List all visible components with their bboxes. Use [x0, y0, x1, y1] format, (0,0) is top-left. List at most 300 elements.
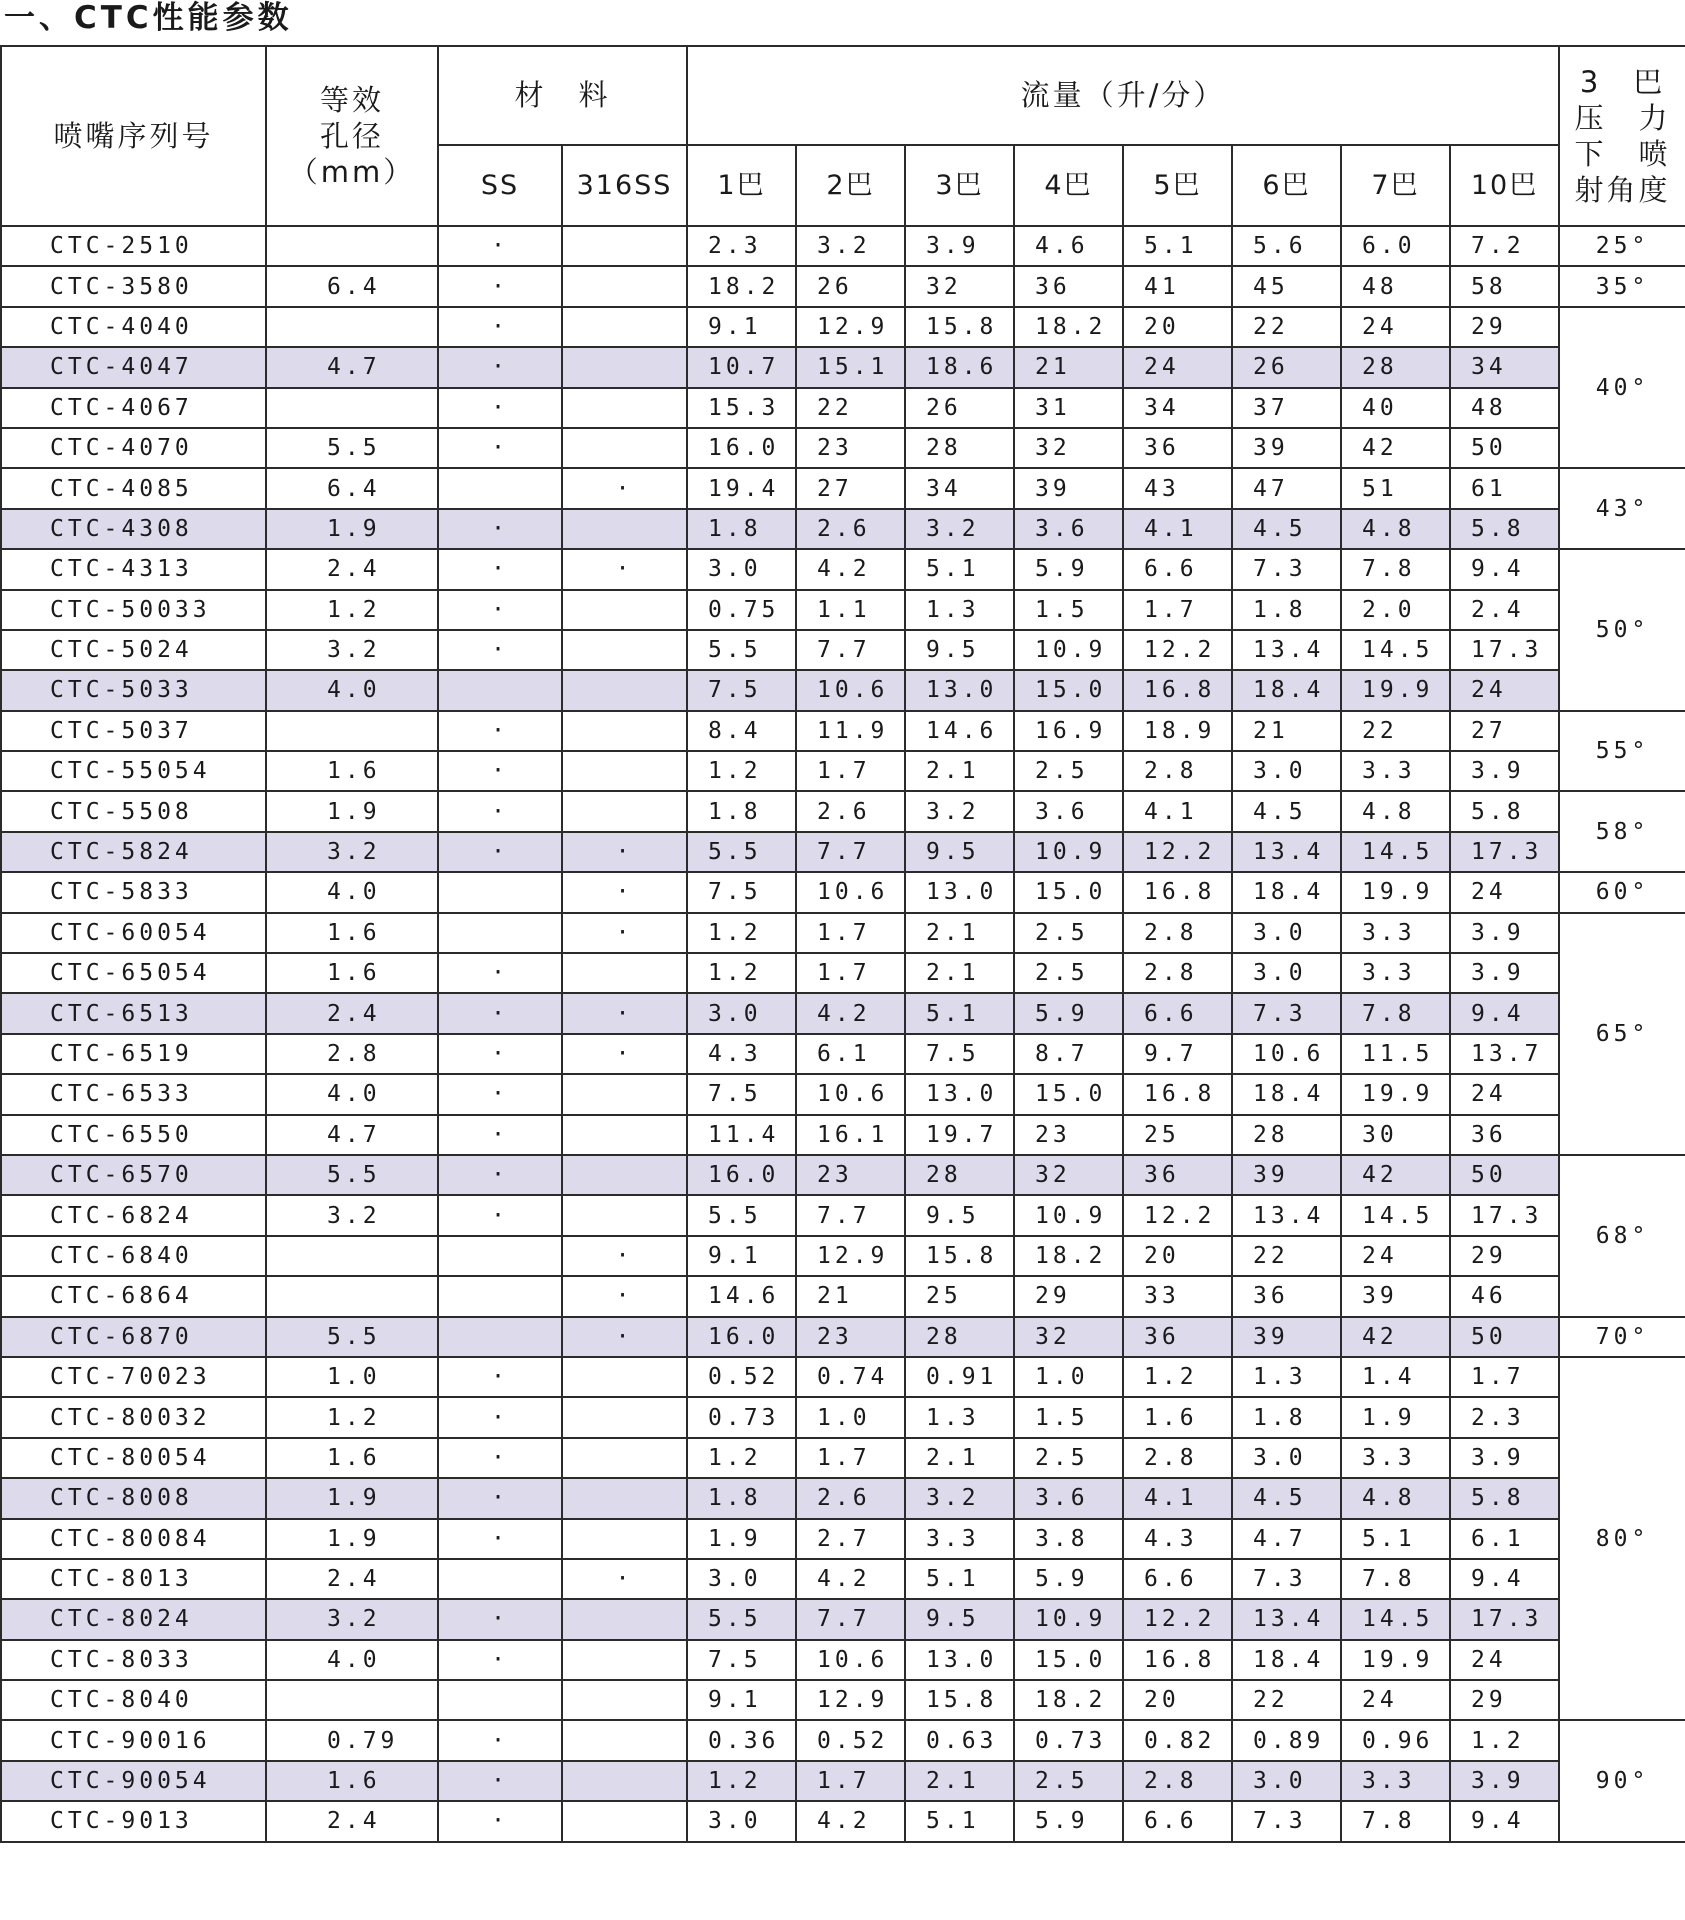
flow-cell: 12.2 [1123, 1599, 1232, 1639]
flow-cell: 36 [1232, 1276, 1341, 1316]
header-pressure-1: 1巴 [687, 145, 796, 226]
orifice-cell: 3.2 [266, 832, 438, 872]
flow-cell: 1.3 [905, 1397, 1014, 1437]
flow-cell: 20 [1123, 1236, 1232, 1276]
flow-cell: 1.2 [687, 1761, 796, 1801]
model-cell: CTC-90054 [1, 1761, 266, 1801]
flow-cell: 5.9 [1014, 993, 1123, 1033]
model-cell: CTC-4085 [1, 468, 266, 508]
flow-cell: 7.8 [1341, 993, 1450, 1033]
flow-cell: 6.1 [1450, 1519, 1559, 1559]
flow-cell: 15.0 [1014, 1640, 1123, 1680]
flow-cell: 5.1 [905, 993, 1014, 1033]
material-316ss-cell [562, 347, 687, 387]
material-316ss-cell [562, 1720, 687, 1760]
flow-cell: 1.6 [1123, 1397, 1232, 1437]
flow-cell: 15.0 [1014, 872, 1123, 912]
flow-cell: 11.4 [687, 1115, 796, 1155]
model-cell: CTC-9013 [1, 1801, 266, 1841]
header-pressure-5: 5巴 [1123, 145, 1232, 226]
material-ss-cell [438, 872, 562, 912]
flow-cell: 12.2 [1123, 832, 1232, 872]
flow-cell: 2.5 [1014, 913, 1123, 953]
flow-cell: 1.3 [1232, 1357, 1341, 1397]
material-ss-cell [438, 1276, 562, 1316]
material-ss-cell: · [438, 1397, 562, 1437]
flow-cell: 9.4 [1450, 993, 1559, 1033]
flow-cell: 15.8 [905, 1236, 1014, 1276]
orifice-cell: 4.0 [266, 1074, 438, 1114]
model-cell: CTC-6550 [1, 1115, 266, 1155]
material-ss-cell: · [438, 953, 562, 993]
material-ss-cell: · [438, 1357, 562, 1397]
table-row [1, 1155, 1685, 1195]
flow-cell: 34 [1450, 347, 1559, 387]
flow-cell: 4.1 [1123, 791, 1232, 831]
material-ss-cell [438, 1317, 562, 1357]
flow-cell: 3.2 [905, 791, 1014, 831]
flow-cell: 3.0 [1232, 751, 1341, 791]
flow-cell: 10.6 [796, 1640, 905, 1680]
table-row [1, 953, 1685, 993]
material-ss-cell: · [438, 428, 562, 468]
flow-cell: 3.0 [1232, 1438, 1341, 1478]
material-316ss-cell [562, 1155, 687, 1195]
orifice-cell: 1.9 [266, 1478, 438, 1518]
material-ss-cell: · [438, 347, 562, 387]
flow-cell: 10.6 [796, 1074, 905, 1114]
flow-cell: 1.7 [796, 953, 905, 993]
flow-cell: 2.1 [905, 953, 1014, 993]
flow-cell: 7.7 [796, 1195, 905, 1235]
orifice-cell [266, 226, 438, 266]
flow-cell: 16.1 [796, 1115, 905, 1155]
flow-cell: 6.0 [1341, 226, 1450, 266]
material-ss-cell: · [438, 791, 562, 831]
header-model: 喷嘴序列号 [1, 46, 266, 226]
material-ss-cell: · [438, 711, 562, 751]
flow-cell: 4.1 [1123, 1478, 1232, 1518]
flow-cell: 5.6 [1232, 226, 1341, 266]
flow-cell: 39 [1014, 468, 1123, 508]
flow-cell: 22 [796, 388, 905, 428]
flow-cell: 3.6 [1014, 509, 1123, 549]
flow-cell: 28 [905, 1317, 1014, 1357]
material-ss-cell: · [438, 993, 562, 1033]
flow-cell: 9.7 [1123, 1034, 1232, 1074]
flow-cell: 39 [1232, 1317, 1341, 1357]
material-ss-cell: · [438, 1438, 562, 1478]
flow-cell: 0.82 [1123, 1720, 1232, 1760]
material-316ss-cell [562, 1599, 687, 1639]
flow-cell: 48 [1450, 388, 1559, 428]
flow-cell: 7.8 [1341, 1559, 1450, 1599]
flow-cell: 26 [1232, 347, 1341, 387]
flow-cell: 32 [1014, 428, 1123, 468]
table-body [1, 226, 1685, 1842]
flow-cell: 16.0 [687, 428, 796, 468]
material-ss-cell: · [438, 1195, 562, 1235]
table-row [1, 347, 1685, 387]
flow-cell: 10.6 [1232, 1034, 1341, 1074]
material-ss-cell: · [438, 1155, 562, 1195]
material-316ss-cell: · [562, 872, 687, 912]
flow-cell: 28 [905, 1155, 1014, 1195]
flow-cell: 4.8 [1341, 509, 1450, 549]
flow-cell: 3.0 [687, 1559, 796, 1599]
flow-cell: 20 [1123, 1680, 1232, 1720]
flow-cell: 5.5 [687, 630, 796, 670]
model-cell: CTC-70023 [1, 1357, 266, 1397]
flow-cell: 12.2 [1123, 630, 1232, 670]
material-316ss-cell: · [562, 1034, 687, 1074]
flow-cell: 21 [796, 1276, 905, 1316]
flow-cell: 10.7 [687, 347, 796, 387]
material-316ss-cell [562, 1478, 687, 1518]
flow-cell: 7.8 [1341, 549, 1450, 589]
material-ss-cell: · [438, 751, 562, 791]
orifice-cell [266, 388, 438, 428]
flow-cell: 48 [1341, 266, 1450, 306]
material-ss-cell: · [438, 832, 562, 872]
flow-cell: 0.74 [796, 1357, 905, 1397]
material-316ss-cell [562, 1519, 687, 1559]
material-ss-cell: · [438, 1074, 562, 1114]
flow-cell: 3.0 [1232, 1761, 1341, 1801]
header-pressure-4: 4巴 [1014, 145, 1123, 226]
angle-cell: 43° [1559, 468, 1685, 549]
orifice-cell: 4.0 [266, 872, 438, 912]
flow-cell: 10.9 [1014, 630, 1123, 670]
flow-cell: 9.4 [1450, 1559, 1559, 1599]
model-cell: CTC-65054 [1, 953, 266, 993]
model-cell: CTC-8033 [1, 1640, 266, 1680]
flow-cell: 34 [905, 468, 1014, 508]
table-row [1, 1397, 1685, 1437]
flow-cell: 17.3 [1450, 630, 1559, 670]
flow-cell: 5.5 [687, 1195, 796, 1235]
flow-cell: 28 [905, 428, 1014, 468]
orifice-cell: 2.4 [266, 549, 438, 589]
flow-cell: 9.5 [905, 630, 1014, 670]
orifice-cell: 1.6 [266, 751, 438, 791]
flow-cell: 1.7 [796, 913, 905, 953]
table-row [1, 1478, 1685, 1518]
orifice-cell: 4.7 [266, 1115, 438, 1155]
flow-cell: 13.0 [905, 670, 1014, 710]
flow-cell: 22 [1341, 711, 1450, 751]
flow-cell: 2.7 [796, 1519, 905, 1559]
flow-cell: 1.8 [687, 1478, 796, 1518]
flow-cell: 2.1 [905, 1438, 1014, 1478]
flow-cell: 4.2 [796, 549, 905, 589]
flow-cell: 3.9 [1450, 1761, 1559, 1801]
orifice-cell: 2.4 [266, 993, 438, 1033]
flow-cell: 11.5 [1341, 1034, 1450, 1074]
orifice-cell: 0.79 [266, 1720, 438, 1760]
material-316ss-cell [562, 428, 687, 468]
flow-cell: 37 [1232, 388, 1341, 428]
angle-cell: 68° [1559, 1155, 1685, 1317]
model-cell: CTC-6519 [1, 1034, 266, 1074]
flow-cell: 24 [1341, 307, 1450, 347]
flow-cell: 18.2 [687, 266, 796, 306]
model-cell: CTC-2510 [1, 226, 266, 266]
material-ss-cell: · [438, 509, 562, 549]
flow-cell: 5.9 [1014, 1801, 1123, 1841]
flow-cell: 5.5 [687, 832, 796, 872]
flow-cell: 7.3 [1232, 1559, 1341, 1599]
flow-cell: 1.7 [1450, 1357, 1559, 1397]
header-pressure-3: 3巴 [905, 145, 1014, 226]
table-row [1, 266, 1685, 306]
table-row [1, 1559, 1685, 1599]
flow-cell: 19.9 [1341, 1640, 1450, 1680]
flow-cell: 1.0 [1014, 1357, 1123, 1397]
flow-cell: 26 [905, 388, 1014, 428]
flow-cell: 4.2 [796, 1559, 905, 1599]
flow-cell: 1.2 [687, 751, 796, 791]
flow-cell: 10.9 [1014, 1599, 1123, 1639]
flow-cell: 7.5 [687, 670, 796, 710]
flow-cell: 3.0 [687, 549, 796, 589]
flow-cell: 12.9 [796, 307, 905, 347]
flow-cell: 1.8 [1232, 1397, 1341, 1437]
header-pressure-10: 10巴 [1450, 145, 1559, 226]
flow-cell: 7.5 [687, 872, 796, 912]
table-row [1, 1317, 1685, 1357]
model-cell: CTC-6840 [1, 1236, 266, 1276]
orifice-cell: 2.8 [266, 1034, 438, 1074]
material-316ss-cell [562, 266, 687, 306]
orifice-cell: 1.6 [266, 1438, 438, 1478]
orifice-cell: 4.0 [266, 1640, 438, 1680]
flow-cell: 5.8 [1450, 509, 1559, 549]
flow-cell: 3.6 [1014, 791, 1123, 831]
orifice-cell: 6.4 [266, 266, 438, 306]
flow-cell: 13.4 [1232, 1195, 1341, 1235]
model-cell: CTC-80032 [1, 1397, 266, 1437]
material-316ss-cell [562, 307, 687, 347]
table-row [1, 1720, 1685, 1760]
flow-cell: 1.7 [796, 1438, 905, 1478]
material-ss-cell: · [438, 266, 562, 306]
flow-cell: 23 [796, 1317, 905, 1357]
table-row [1, 307, 1685, 347]
flow-cell: 4.6 [1014, 226, 1123, 266]
model-cell: CTC-4040 [1, 307, 266, 347]
header-flow: 流量（升/分） [687, 46, 1559, 145]
angle-cell: 80° [1559, 1357, 1685, 1721]
flow-cell: 1.9 [1341, 1397, 1450, 1437]
flow-cell: 8.7 [1014, 1034, 1123, 1074]
material-316ss-cell: · [562, 832, 687, 872]
flow-cell: 15.0 [1014, 1074, 1123, 1114]
flow-cell: 10.9 [1014, 832, 1123, 872]
flow-cell: 2.0 [1341, 590, 1450, 630]
flow-cell: 3.9 [1450, 913, 1559, 953]
flow-cell: 0.36 [687, 1720, 796, 1760]
orifice-cell: 1.0 [266, 1357, 438, 1397]
flow-cell: 2.6 [796, 791, 905, 831]
flow-cell: 14.5 [1341, 630, 1450, 670]
flow-cell: 18.4 [1232, 1074, 1341, 1114]
model-cell: CTC-5024 [1, 630, 266, 670]
flow-cell: 17.3 [1450, 1195, 1559, 1235]
flow-cell: 1.7 [796, 1761, 905, 1801]
orifice-cell [266, 307, 438, 347]
flow-cell: 0.96 [1341, 1720, 1450, 1760]
flow-cell: 6.6 [1123, 549, 1232, 589]
header-angle: 3 巴 压 力 下 喷 射角度 [1559, 46, 1685, 226]
model-cell: CTC-80054 [1, 1438, 266, 1478]
flow-cell: 10.6 [796, 872, 905, 912]
orifice-cell: 1.2 [266, 1397, 438, 1437]
flow-cell: 46 [1450, 1276, 1559, 1316]
material-316ss-cell [562, 590, 687, 630]
table-row [1, 1519, 1685, 1559]
table-row [1, 751, 1685, 791]
table-row [1, 832, 1685, 872]
model-cell: CTC-5037 [1, 711, 266, 751]
flow-cell: 36 [1123, 1155, 1232, 1195]
flow-cell: 1.0 [796, 1397, 905, 1437]
orifice-cell [266, 711, 438, 751]
flow-cell: 5.1 [1341, 1519, 1450, 1559]
model-cell: CTC-5833 [1, 872, 266, 912]
page-title: 一、CTC性能参数 [4, 0, 293, 36]
material-316ss-cell: · [562, 1559, 687, 1599]
flow-cell: 0.52 [796, 1720, 905, 1760]
table-row [1, 468, 1685, 508]
flow-cell: 1.8 [687, 509, 796, 549]
material-ss-cell: · [438, 630, 562, 670]
model-cell: CTC-4047 [1, 347, 266, 387]
flow-cell: 1.2 [687, 913, 796, 953]
flow-cell: 42 [1341, 428, 1450, 468]
flow-cell: 51 [1341, 468, 1450, 508]
flow-cell: 2.8 [1123, 913, 1232, 953]
flow-cell: 0.52 [687, 1357, 796, 1397]
flow-cell: 1.9 [687, 1519, 796, 1559]
model-cell: CTC-4313 [1, 549, 266, 589]
orifice-cell: 2.4 [266, 1559, 438, 1599]
flow-cell: 23 [796, 1155, 905, 1195]
flow-cell: 3.9 [905, 226, 1014, 266]
flow-cell: 26 [796, 266, 905, 306]
flow-cell: 22 [1232, 1680, 1341, 1720]
flow-cell: 19.7 [905, 1115, 1014, 1155]
flow-cell: 3.0 [687, 1801, 796, 1841]
flow-cell: 36 [1014, 266, 1123, 306]
model-cell: CTC-90016 [1, 1720, 266, 1760]
header-material: 材 料 [438, 46, 687, 145]
flow-cell: 24 [1450, 872, 1559, 912]
material-ss-cell: · [438, 1720, 562, 1760]
flow-cell: 1.1 [796, 590, 905, 630]
material-316ss-cell [562, 1195, 687, 1235]
model-cell: CTC-8024 [1, 1599, 266, 1639]
material-316ss-cell: · [562, 549, 687, 589]
flow-cell: 50 [1450, 1155, 1559, 1195]
flow-cell: 0.63 [905, 1720, 1014, 1760]
material-316ss-cell: · [562, 468, 687, 508]
flow-cell: 2.6 [796, 509, 905, 549]
flow-cell: 3.9 [1450, 1438, 1559, 1478]
flow-cell: 31 [1014, 388, 1123, 428]
flow-cell: 2.8 [1123, 953, 1232, 993]
table-row [1, 791, 1685, 831]
flow-cell: 13.4 [1232, 1599, 1341, 1639]
flow-cell: 5.1 [905, 1559, 1014, 1599]
flow-cell: 9.4 [1450, 549, 1559, 589]
table-row [1, 1599, 1685, 1639]
orifice-cell: 1.9 [266, 509, 438, 549]
material-ss-cell: · [438, 1034, 562, 1074]
flow-cell: 3.9 [1450, 953, 1559, 993]
flow-cell: 1.8 [1232, 590, 1341, 630]
flow-cell: 9.5 [905, 832, 1014, 872]
model-cell: CTC-6533 [1, 1074, 266, 1114]
flow-cell: 27 [1450, 711, 1559, 751]
material-316ss-cell [562, 1801, 687, 1841]
flow-cell: 16.8 [1123, 872, 1232, 912]
flow-cell: 41 [1123, 266, 1232, 306]
orifice-cell: 5.5 [266, 1317, 438, 1357]
material-ss-cell: · [438, 549, 562, 589]
flow-cell: 3.3 [1341, 953, 1450, 993]
flow-cell: 0.89 [1232, 1720, 1341, 1760]
flow-cell: 7.3 [1232, 549, 1341, 589]
flow-cell: 1.5 [1014, 590, 1123, 630]
material-316ss-cell: · [562, 993, 687, 1033]
angle-cell: 58° [1559, 791, 1685, 872]
flow-cell: 50 [1450, 428, 1559, 468]
flow-cell: 9.5 [905, 1195, 1014, 1235]
orifice-cell: 4.0 [266, 670, 438, 710]
flow-cell: 6.6 [1123, 1801, 1232, 1841]
table-row [1, 711, 1685, 751]
flow-cell: 7.3 [1232, 1801, 1341, 1841]
flow-cell: 2.3 [687, 226, 796, 266]
flow-cell: 9.1 [687, 307, 796, 347]
flow-cell: 3.2 [905, 1478, 1014, 1518]
flow-cell: 2.5 [1014, 953, 1123, 993]
flow-cell: 2.5 [1014, 1761, 1123, 1801]
orifice-cell: 6.4 [266, 468, 438, 508]
model-cell: CTC-60054 [1, 913, 266, 953]
flow-cell: 61 [1450, 468, 1559, 508]
flow-cell: 24 [1450, 1640, 1559, 1680]
flow-cell: 5.1 [905, 549, 1014, 589]
flow-cell: 0.73 [687, 1397, 796, 1437]
flow-cell: 7.2 [1450, 226, 1559, 266]
angle-cell: 60° [1559, 872, 1685, 912]
flow-cell: 36 [1123, 1317, 1232, 1357]
material-ss-cell: · [438, 388, 562, 428]
flow-cell: 36 [1450, 1115, 1559, 1155]
flow-cell: 1.2 [1450, 1720, 1559, 1760]
flow-cell: 6.1 [796, 1034, 905, 1074]
flow-cell: 7.5 [687, 1074, 796, 1114]
flow-cell: 3.6 [1014, 1478, 1123, 1518]
table-row [1, 428, 1685, 468]
flow-cell: 3.3 [1341, 913, 1450, 953]
flow-cell: 17.3 [1450, 1599, 1559, 1639]
flow-cell: 16.8 [1123, 670, 1232, 710]
flow-cell: 3.3 [905, 1519, 1014, 1559]
orifice-cell: 3.2 [266, 1195, 438, 1235]
